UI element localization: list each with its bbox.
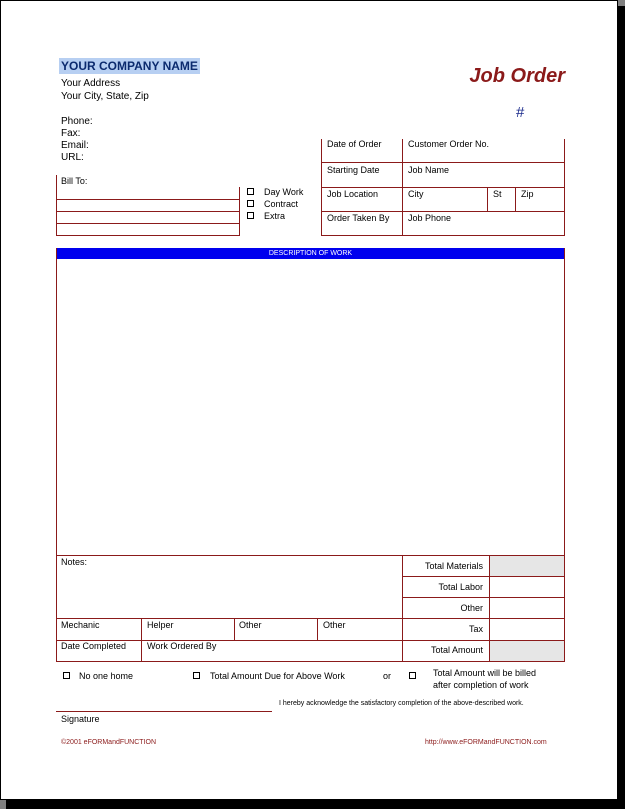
page-title: Job Order	[469, 65, 565, 87]
job-phone-field[interactable]: Job Phone	[408, 213, 452, 223]
date-of-order-field[interactable]: Date of Order	[327, 139, 382, 149]
state-field[interactable]: St	[493, 189, 502, 199]
job-location-field[interactable]: Job Location	[327, 189, 379, 199]
mechanic-field[interactable]: Mechanic	[61, 620, 100, 630]
company-city: Your City, State, Zip	[61, 91, 149, 102]
notes-label: Notes:	[61, 557, 88, 567]
copyright-text: ©2001 eFORMandFUNCTION	[61, 739, 157, 746]
customer-order-no-field[interactable]: Customer Order No.	[408, 139, 490, 149]
day-work-label: Day Work	[264, 187, 304, 197]
billed-after-checkbox[interactable]	[409, 672, 416, 679]
total-due-checkbox[interactable]	[193, 672, 200, 679]
tax-label: Tax	[468, 624, 483, 634]
job-name-field[interactable]: Job Name	[408, 165, 450, 175]
extra-label: Extra	[264, 211, 286, 221]
website-link[interactable]: http://www.eFORMandFUNCTION.com	[425, 739, 547, 746]
signature-line[interactable]	[56, 711, 272, 712]
day-work-checkbox[interactable]	[247, 188, 254, 195]
signature-label: Signature	[61, 714, 100, 724]
email-label: Email:	[61, 140, 89, 151]
order-taken-by-field[interactable]: Order Taken By	[327, 213, 390, 223]
total-amount-value[interactable]	[489, 640, 564, 661]
total-due-label: Total Amount Due for Above Work	[210, 671, 345, 681]
work-ordered-by-field[interactable]: Work Ordered By	[147, 641, 217, 651]
total-materials-value[interactable]	[489, 556, 564, 576]
description-header: DESCRIPTION OF WORK	[56, 248, 565, 259]
total-materials-label: Total Materials	[424, 561, 483, 571]
starting-date-field[interactable]: Starting Date	[327, 165, 380, 175]
contract-checkbox[interactable]	[247, 200, 254, 207]
bill-to-label: Bill To:	[61, 176, 88, 186]
billed-after-label-2: after completion of work	[433, 680, 529, 690]
phone-label: Phone:	[61, 116, 93, 127]
city-field[interactable]: City	[408, 189, 424, 199]
total-amount-label: Total Amount	[430, 645, 483, 655]
contract-label: Contract	[264, 199, 299, 209]
fax-label: Fax:	[61, 128, 81, 139]
company-address: Your Address	[61, 78, 121, 89]
or-label: or	[383, 671, 392, 681]
date-completed-field[interactable]: Date Completed	[61, 641, 127, 651]
no-one-home-label: No one home	[79, 671, 134, 681]
no-one-home-checkbox[interactable]	[63, 672, 70, 679]
acknowledge-text: I hereby acknowledge the satisfactory completion of the above-described work.	[279, 700, 524, 707]
url-label: URL:	[61, 152, 84, 163]
extra-checkbox[interactable]	[247, 212, 254, 219]
company-name: YOUR COMPANY NAME	[61, 59, 198, 73]
zip-field[interactable]: Zip	[521, 189, 534, 199]
order-number-sign: #	[516, 104, 525, 121]
other-worker-field-2[interactable]: Other	[323, 620, 346, 630]
other-worker-field-1[interactable]: Other	[239, 620, 262, 630]
page-shadow-bottom	[6, 800, 625, 809]
page-shadow-right	[618, 6, 625, 809]
billed-after-label-1: Total Amount will be billed	[433, 668, 537, 678]
other-label: Other	[460, 603, 483, 613]
total-labor-label: Total Labor	[438, 582, 483, 592]
helper-field[interactable]: Helper	[147, 620, 174, 630]
